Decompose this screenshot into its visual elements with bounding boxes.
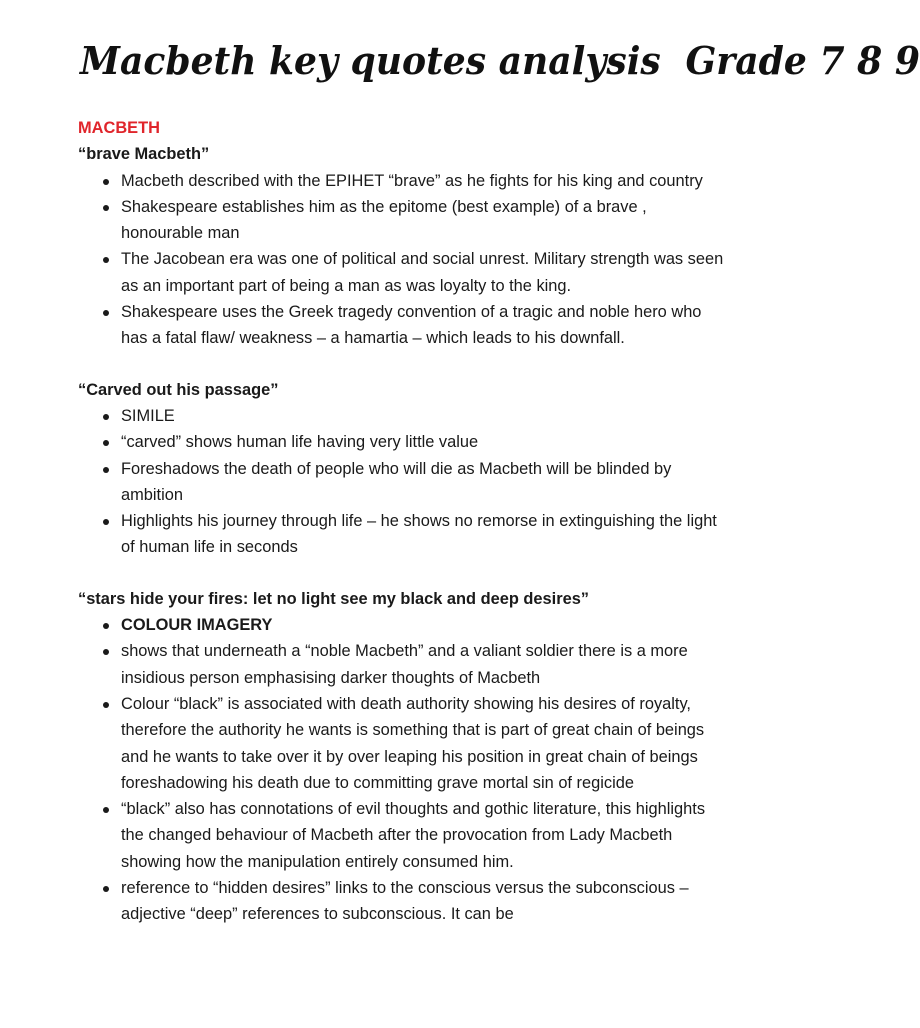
page-title — [80, 38, 920, 83]
quote-section-stars-hide — [78, 586, 728, 928]
analysis-bullet: The Jacobean era was one of political and social unrest. Military strength was seen as an important part of being a man as was loyalty to the king. — [78, 246, 728, 299]
analysis-list — [78, 612, 728, 928]
analysis-bullet: COLOUR IMAGERY — [78, 612, 728, 638]
analysis-bullet: Shakespeare uses the Greek tragedy convention of a tragic and noble hero who has a fatal flaw/ weakness – a hamartia – which leads to his downfall. — [78, 299, 728, 352]
quote-heading: “Carved out his passage” — [78, 380, 279, 399]
analysis-bullet: “carved” shows human life having very little value — [78, 429, 728, 455]
analysis-bullet: Foreshadows the death of people who will die as Macbeth will be blinded by ambition — [78, 456, 728, 509]
content-body — [78, 115, 728, 928]
speaker-heading: MACBETH — [78, 119, 160, 137]
quote-section-brave-macbeth — [78, 141, 728, 351]
analysis-list — [78, 168, 728, 352]
analysis-bullet: Highlights his journey through life – he shows no remorse in extinguishing the light of human life in seconds — [78, 508, 728, 561]
analysis-bullet: “black” also has connotations of evil thoughts and gothic literature, this highlights the changed behaviour of Macbeth after the provocation from Lady Macbeth showing how the manipulation entirely consumed him. — [78, 796, 728, 875]
analysis-bullet: reference to “hidden desires” links to the conscious versus the subconscious – adjective “deep” references to subconscious. It can be — [78, 875, 728, 928]
analysis-bullet: shows that underneath a “noble Macbeth” and a valiant soldier there is a more insidious person emphasising darker thoughts of Macbeth — [78, 638, 728, 691]
quote-heading: “stars hide your fires: let no light see my black and deep desires” — [78, 589, 590, 608]
quote-heading: “brave Macbeth” — [78, 145, 210, 164]
title-text: Macbeth key quotes analysis — [80, 38, 661, 83]
grade-label: Grade 7 8 9 — [685, 38, 920, 83]
analysis-bullet: Colour “black” is associated with death authority showing his desires of royalty, therefore the authority he wants is something that is part of great chain of beings and he wants to take over it by over leaping his position in great chain of beings foreshadowing his death due to committing grave mortal sin of regicide — [78, 691, 728, 796]
quote-section-carved-out — [78, 377, 728, 561]
analysis-bullet: Shakespeare establishes him as the epitome (best example) of a brave , honourable man — [78, 194, 728, 247]
analysis-bullet: SIMILE — [78, 403, 728, 429]
analysis-list — [78, 403, 728, 561]
analysis-bullet: Macbeth described with the EPIHET “brave” as he fights for his king and country — [78, 168, 728, 194]
